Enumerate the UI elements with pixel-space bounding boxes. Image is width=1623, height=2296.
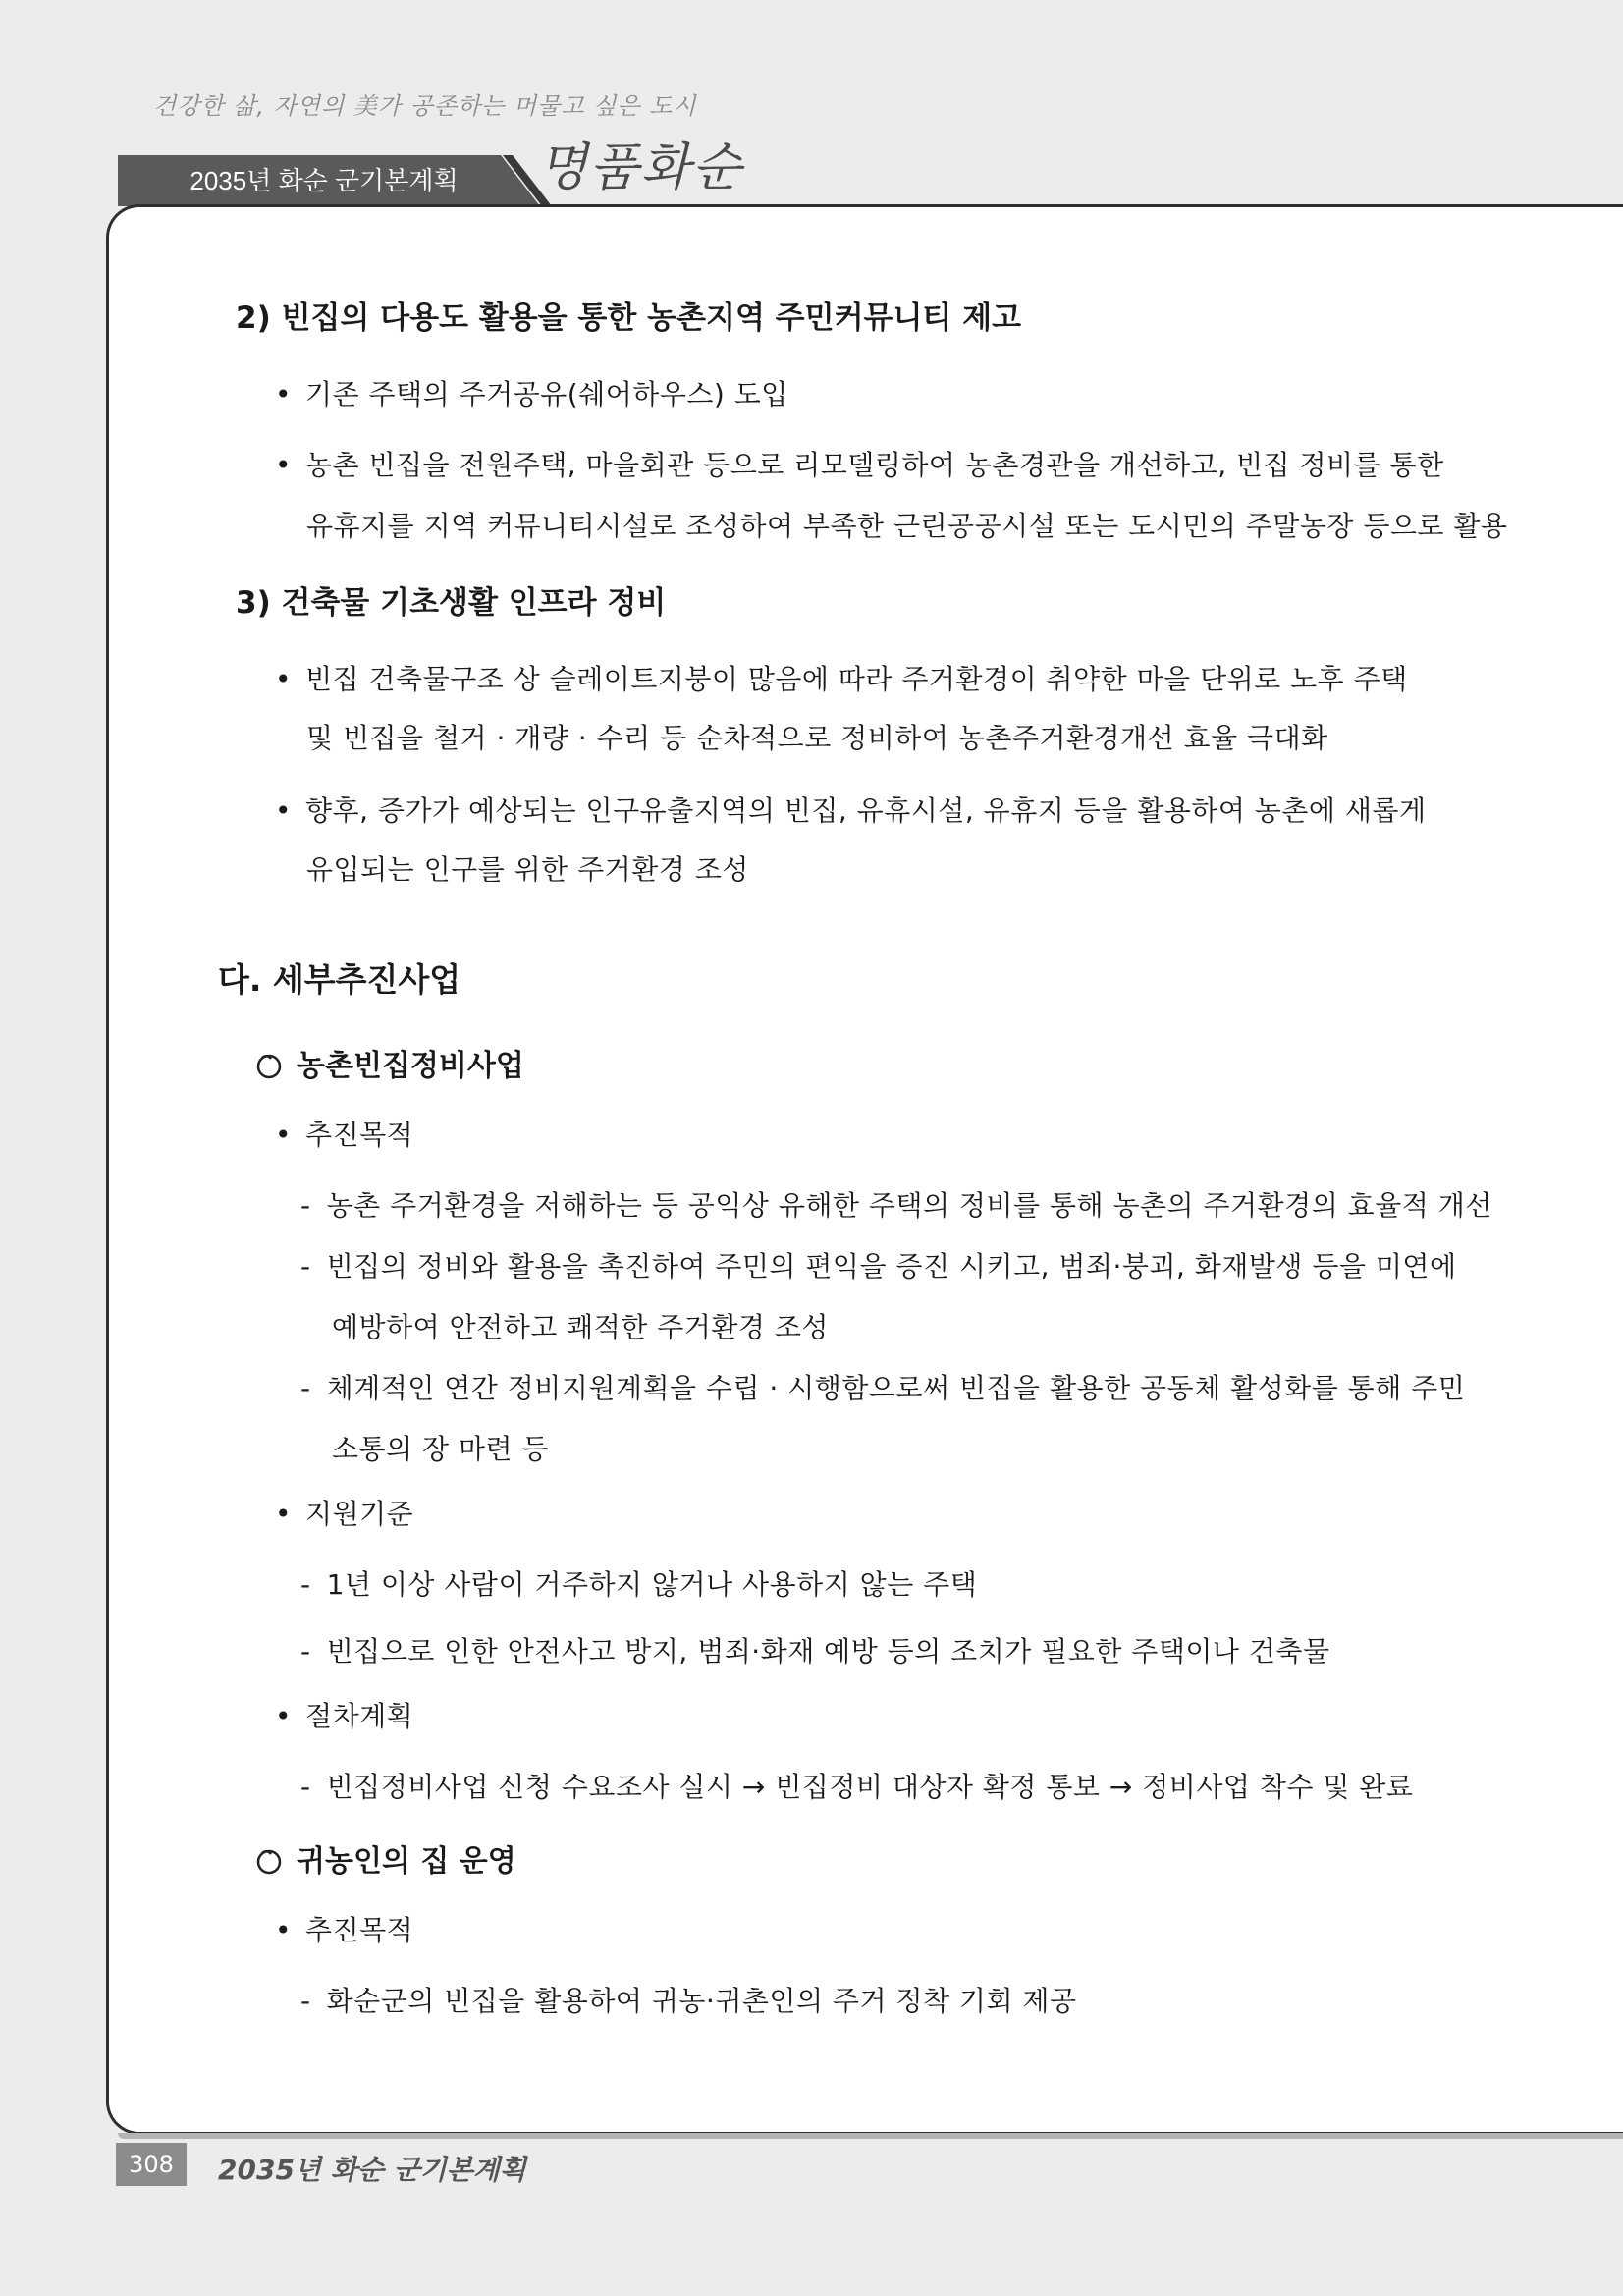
proj1-purpose-item-3-line-1: - 체계적인 연간 정비지원계획을 수립 · 시행함으로써 빈집을 활용한 공동체 활성화를 통해 주민 bbox=[300, 1367, 1465, 1406]
project-2-title: 귀농인의 집 운영 bbox=[297, 1844, 516, 1879]
sec2-bullet-1: • 기존 주택의 주거공유(쉐어하우스) 도입 bbox=[275, 373, 788, 412]
proj1-criteria-item-1: - 1년 이상 사람이 거주하지 않거나 사용하지 않는 주택 bbox=[300, 1563, 977, 1603]
project-1-title: 농촌빈집정비사업 bbox=[297, 1049, 524, 1083]
header-tab bbox=[118, 155, 550, 206]
major-heading: 다. 세부추진사업 bbox=[218, 960, 461, 999]
section-3-heading: 3) 건축물 기초생활 인프라 정비 bbox=[236, 585, 667, 621]
header-slogan: 건강한 삶, 자연의 美가 공존하는 머물고 싶은 도시 bbox=[153, 92, 697, 120]
brand-logo: 명품화순 bbox=[538, 138, 743, 197]
proj1-criteria-item-2: - 빈집으로 인한 안전사고 방지, 범죄·화재 예방 등의 조치가 필요한 주택이나 건축물 bbox=[300, 1630, 1330, 1669]
proj2-purpose-item-1: - 화순군의 빈집을 활용하여 귀농·귀촌인의 주거 정착 기회 제공 bbox=[300, 1980, 1077, 2019]
proj1-criteria-label: • 지원기준 bbox=[275, 1493, 413, 1532]
project-2-heading bbox=[255, 1836, 516, 1880]
section-2-heading: 2) 빈집의 다용도 활용을 통한 농촌지역 주민커뮤니티 제고 bbox=[236, 301, 1022, 336]
proj1-purpose-item-1: - 농촌 주거환경을 저해하는 등 공익상 유해한 주택의 정비를 통해 농촌의 주거환경의 효율적 개선 bbox=[300, 1184, 1492, 1224]
sec3-bullet-1-line-1: • 빈집 건축물구조 상 슬레이트지붕이 많음에 따라 주거환경이 취약한 마을 단위로 노후 주택 bbox=[275, 658, 1408, 697]
sec2-bullet-2-line-2: 유휴지를 지역 커뮤니티시설로 조성하여 부족한 근린공공시설 또는 도시민의 주말농장 등으로 활용 bbox=[306, 510, 1508, 542]
proj2-purpose-label: • 추진목적 bbox=[275, 1909, 413, 1948]
sec3-bullet-1-line-2: 및 빈집을 철거 · 개량 · 수리 등 순차적으로 정비하여 농촌주거환경개선 효율 극대화 bbox=[306, 722, 1328, 754]
document-title-tab: 2035년 화순 군기본계획 bbox=[189, 166, 459, 195]
sec3-bullet-2-line-2: 유입되는 인구를 위한 주거환경 조성 bbox=[306, 853, 749, 886]
circle-bullet-icon bbox=[255, 1052, 283, 1079]
proj1-purpose-item-2-line-1: - 빈집의 정비와 활용을 촉진하여 주민의 편익을 증진 시키고, 범죄·붕괴, 화재발생 등을 미연에 bbox=[300, 1245, 1457, 1285]
footer-title: 2035년 화순 군기본계획 bbox=[218, 2154, 526, 2186]
proj1-purpose-label: • 추진목적 bbox=[275, 1114, 413, 1153]
project-1-heading bbox=[255, 1041, 524, 1084]
proj1-procedure-item-1: - 빈집정비사업 신청 수요조사 실시 → 빈집정비 대상자 확정 통보 → 정비사업 착수 및 완료 bbox=[300, 1766, 1413, 1805]
circle-bullet-icon bbox=[255, 1847, 283, 1875]
sec3-bullet-2-line-1: • 향후, 증가가 예상되는 인구유출지역의 빈집, 유휴시설, 유휴지 등을 활용하여 농촌에 새롭게 bbox=[275, 790, 1427, 829]
proj1-purpose-item-2-line-2: 예방하여 안전하고 쾌적한 주거환경 조성 bbox=[332, 1311, 829, 1343]
proj1-procedure-label: • 절차계획 bbox=[275, 1695, 413, 1734]
panel-shadow bbox=[118, 2133, 1623, 2139]
proj1-purpose-item-3-line-2: 소통의 장 마련 등 bbox=[332, 1433, 550, 1465]
sec2-bullet-2-line-1: • 농촌 빈집을 전원주택, 마을회관 등으로 리모델링하여 농촌경관을 개선하고, 빈집 정비를 통한 bbox=[275, 444, 1444, 483]
page-number: 308 bbox=[116, 2143, 187, 2186]
